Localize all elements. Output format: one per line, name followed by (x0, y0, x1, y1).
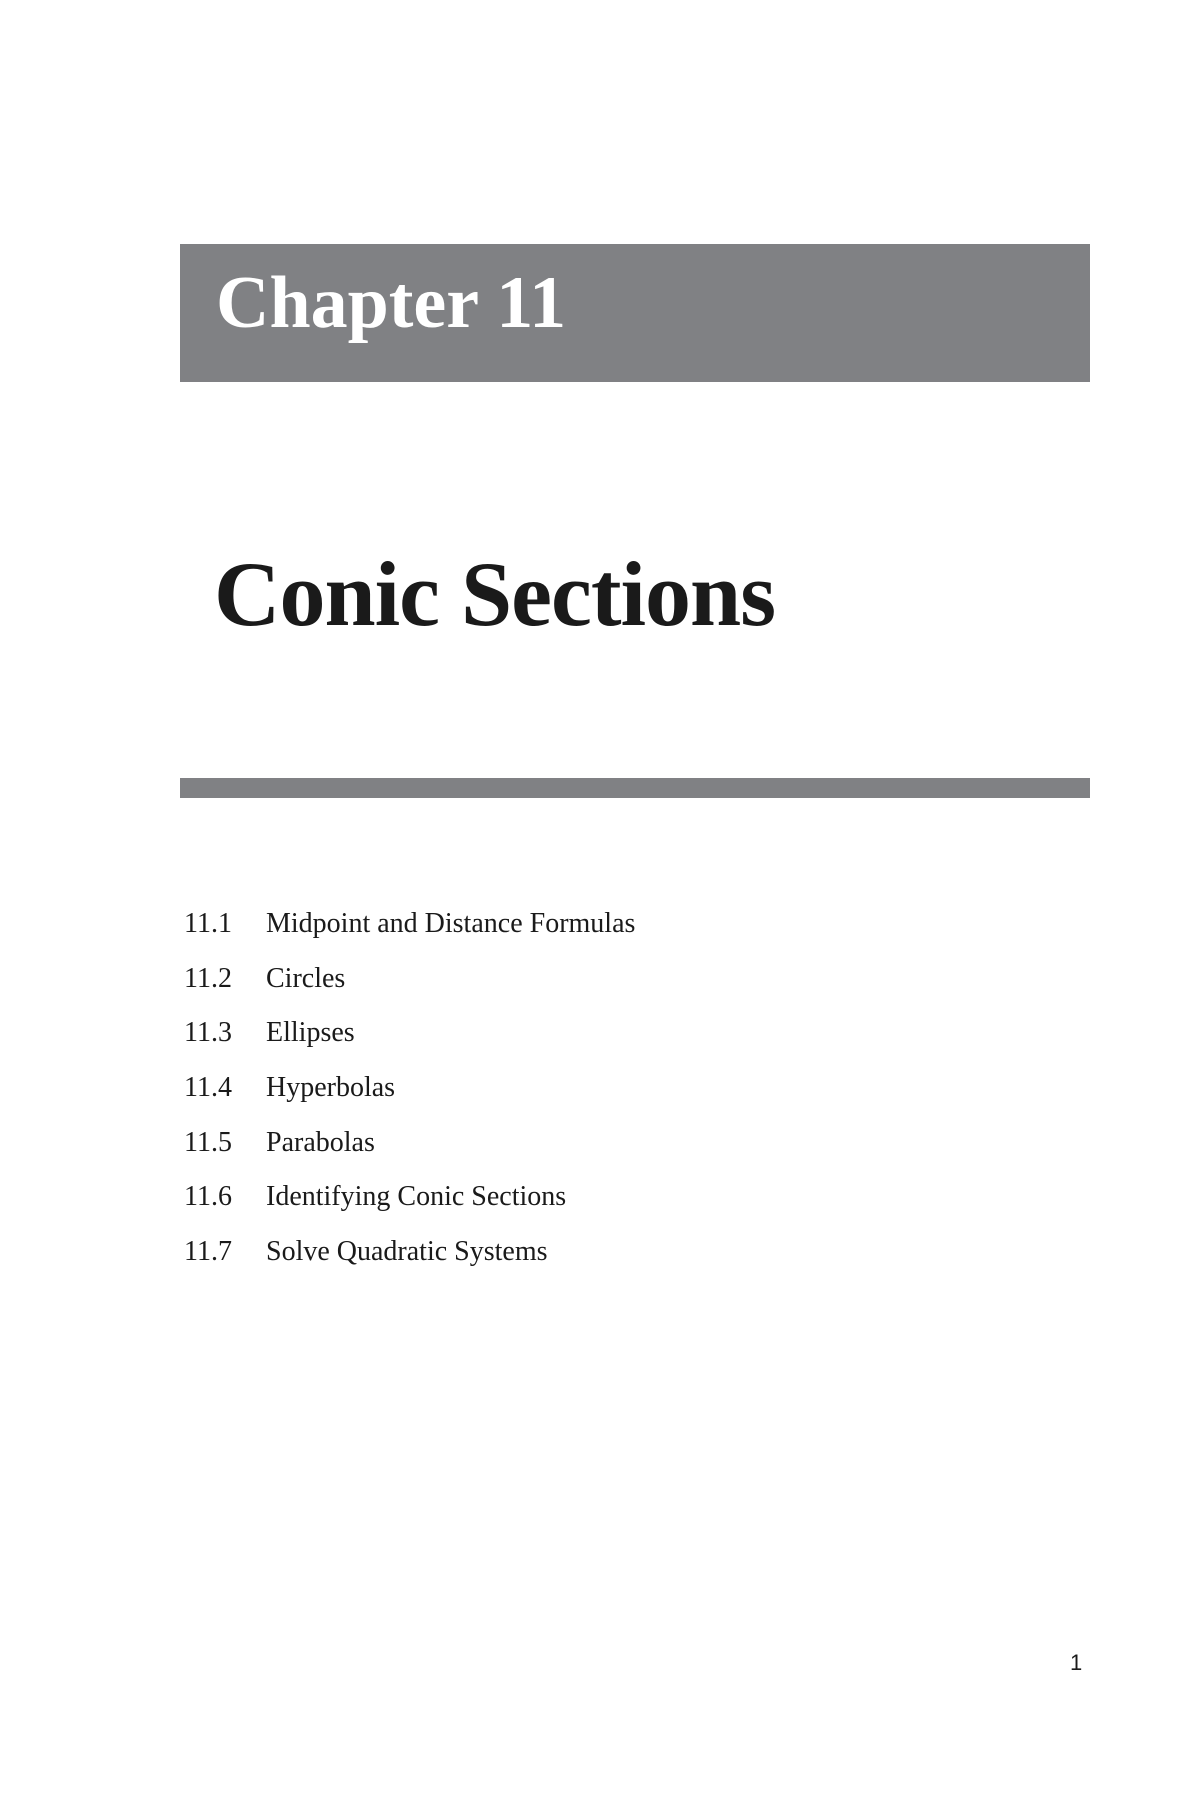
toc-section-title: Ellipses (266, 1017, 355, 1049)
chapter-title: Conic Sections (214, 543, 775, 645)
toc-section-title: Midpoint and Distance Formulas (266, 908, 636, 939)
toc-section-title: Solve Quadratic Systems (266, 1236, 548, 1268)
chapter-label: Chapter 11 (216, 262, 567, 344)
toc-section-number: 11.5 (184, 1126, 232, 1158)
toc-section-title: Parabolas (266, 1126, 375, 1158)
toc-section-number: 11.1 (184, 908, 232, 939)
toc-section-number: 11.7 (184, 1236, 232, 1268)
chapter-banner (180, 244, 1090, 382)
toc-item-11-5 (184, 1127, 635, 1182)
toc-section-title: Circles (266, 962, 346, 994)
toc-section-number: 11.2 (184, 962, 232, 994)
divider-bar (180, 778, 1090, 798)
toc-item-11-1 (184, 908, 635, 963)
toc-item-11-4 (184, 1072, 635, 1127)
toc-item-11-3 (184, 1017, 635, 1072)
toc-section-title: Identifying Conic Sections (266, 1181, 567, 1213)
toc-section-number: 11.6 (184, 1181, 232, 1213)
table-of-contents (184, 908, 635, 1291)
toc-item-11-2 (184, 963, 635, 1018)
page-number: 1 (1070, 1650, 1083, 1675)
toc-section-number: 11.3 (184, 1017, 232, 1049)
toc-item-11-6 (184, 1181, 635, 1236)
toc-item-11-7 (184, 1236, 635, 1291)
toc-section-number: 11.4 (184, 1072, 232, 1104)
toc-section-title: Hyperbolas (266, 1072, 396, 1104)
